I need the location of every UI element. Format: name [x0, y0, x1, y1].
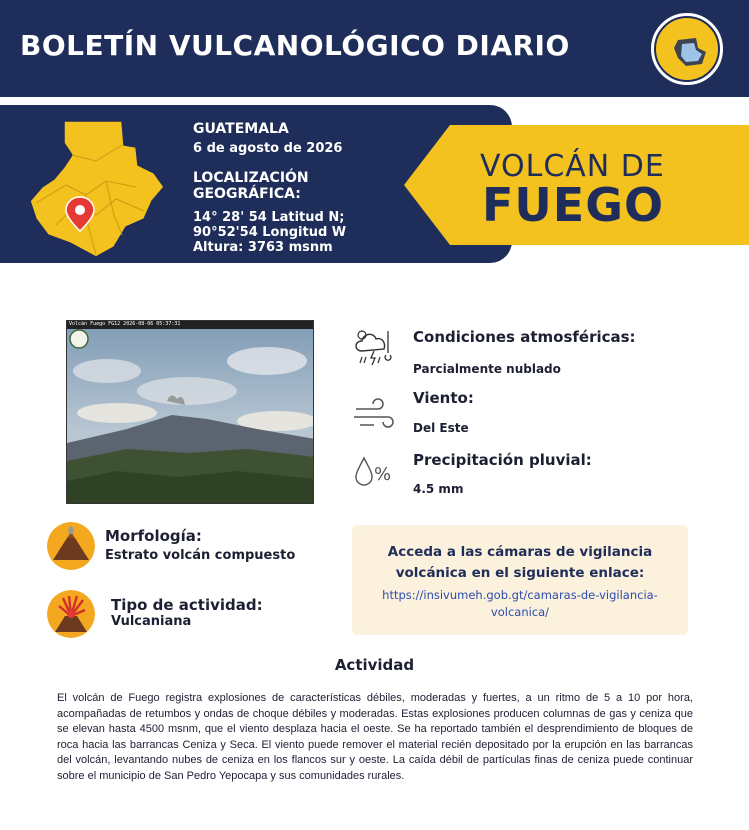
geo-label-line2: GEOGRÁFICA:	[193, 186, 301, 202]
eruption-icon	[47, 590, 95, 638]
volcano-label: VOLCÁN DE	[480, 149, 665, 184]
morphology-title: Morfología:	[105, 527, 202, 545]
rain-percent-icon	[352, 452, 398, 492]
country-label: GUATEMALA	[193, 121, 289, 137]
atmospheric-conditions-title: Condiciones atmosféricas:	[413, 328, 636, 346]
camera-link-box	[352, 525, 688, 635]
latitude: 14° 28' 54 Latitud N;	[193, 210, 345, 225]
logo-map-icon	[656, 18, 720, 82]
coordinates	[193, 210, 433, 255]
camera-link-title: Acceda a las cámaras de vigilancia volcánica en el siguiente enlace:	[387, 544, 653, 581]
activity-type-value: Vulcaniana	[111, 614, 192, 629]
atmospheric-conditions-value: Parcialmente nublado	[413, 362, 561, 376]
activity-heading: Actividad	[334, 656, 415, 674]
longitude: 90°52'54 Longitud W	[193, 225, 347, 240]
cloud-lightning-icon	[352, 327, 398, 367]
geo-location-label	[193, 170, 413, 202]
photo-caption: Volcán Fuego FG12 2026-08-06 05:37:31	[69, 321, 181, 327]
geo-label-line1: LOCALIZACIÓN	[193, 170, 309, 186]
guatemala-map-icon	[26, 115, 176, 260]
volcano-morphology-icon	[47, 522, 95, 570]
precipitation-title: Precipitación pluvial:	[413, 451, 592, 469]
wind-title: Viento:	[413, 389, 474, 407]
insivumeh-logo	[648, 10, 726, 88]
camera-link[interactable]: https://insivumeh.gob.gt/camaras-de-vigilancia-volcanica/	[382, 588, 658, 619]
wind-value: Del Este	[413, 421, 469, 435]
logo-seal	[654, 16, 720, 82]
activity-type-title: Tipo de actividad:	[111, 596, 263, 614]
precipitation-value: 4.5 mm	[413, 482, 464, 496]
bulletin-title: BOLETÍN VULCANOLÓGICO DIARIO	[20, 29, 570, 62]
morphology-value: Estrato volcán compuesto	[105, 548, 296, 563]
volcano-name: FUEGO	[482, 178, 665, 232]
altitude: Altura: 3763 msnm	[193, 240, 333, 255]
activity-description: El volcán de Fuego registra explosiones de características débiles, moderadas y fuertes, a un ritmo de 5 a 10 por hora, acompañadas de retumbos y ondas de choque débiles y moderadas. Estas explosiones producen columnas de gas y ceniza que se elevan hasta 4500 msnm, que el viento desplaza hacia el oeste. Se ha reportado también el desprendimiento de bloques de roca hacia las barrancas Ceniza y Seca. El viento puede remover el material recién depositado por la erupción en las barrancas del volcán, levantando nubes de ceniza en los flancos sur y oeste. La caída débil de partículas finas de ceniza puede continuar sobre el municipio de San Pedro Yepocapa y sus comunidades rurales.	[57, 692, 693, 782]
volcano-camera-photo	[66, 320, 314, 504]
svg-text:%: %	[374, 464, 392, 485]
bulletin-date: 6 de agosto de 2026	[193, 141, 343, 156]
wind-icon	[352, 397, 398, 437]
